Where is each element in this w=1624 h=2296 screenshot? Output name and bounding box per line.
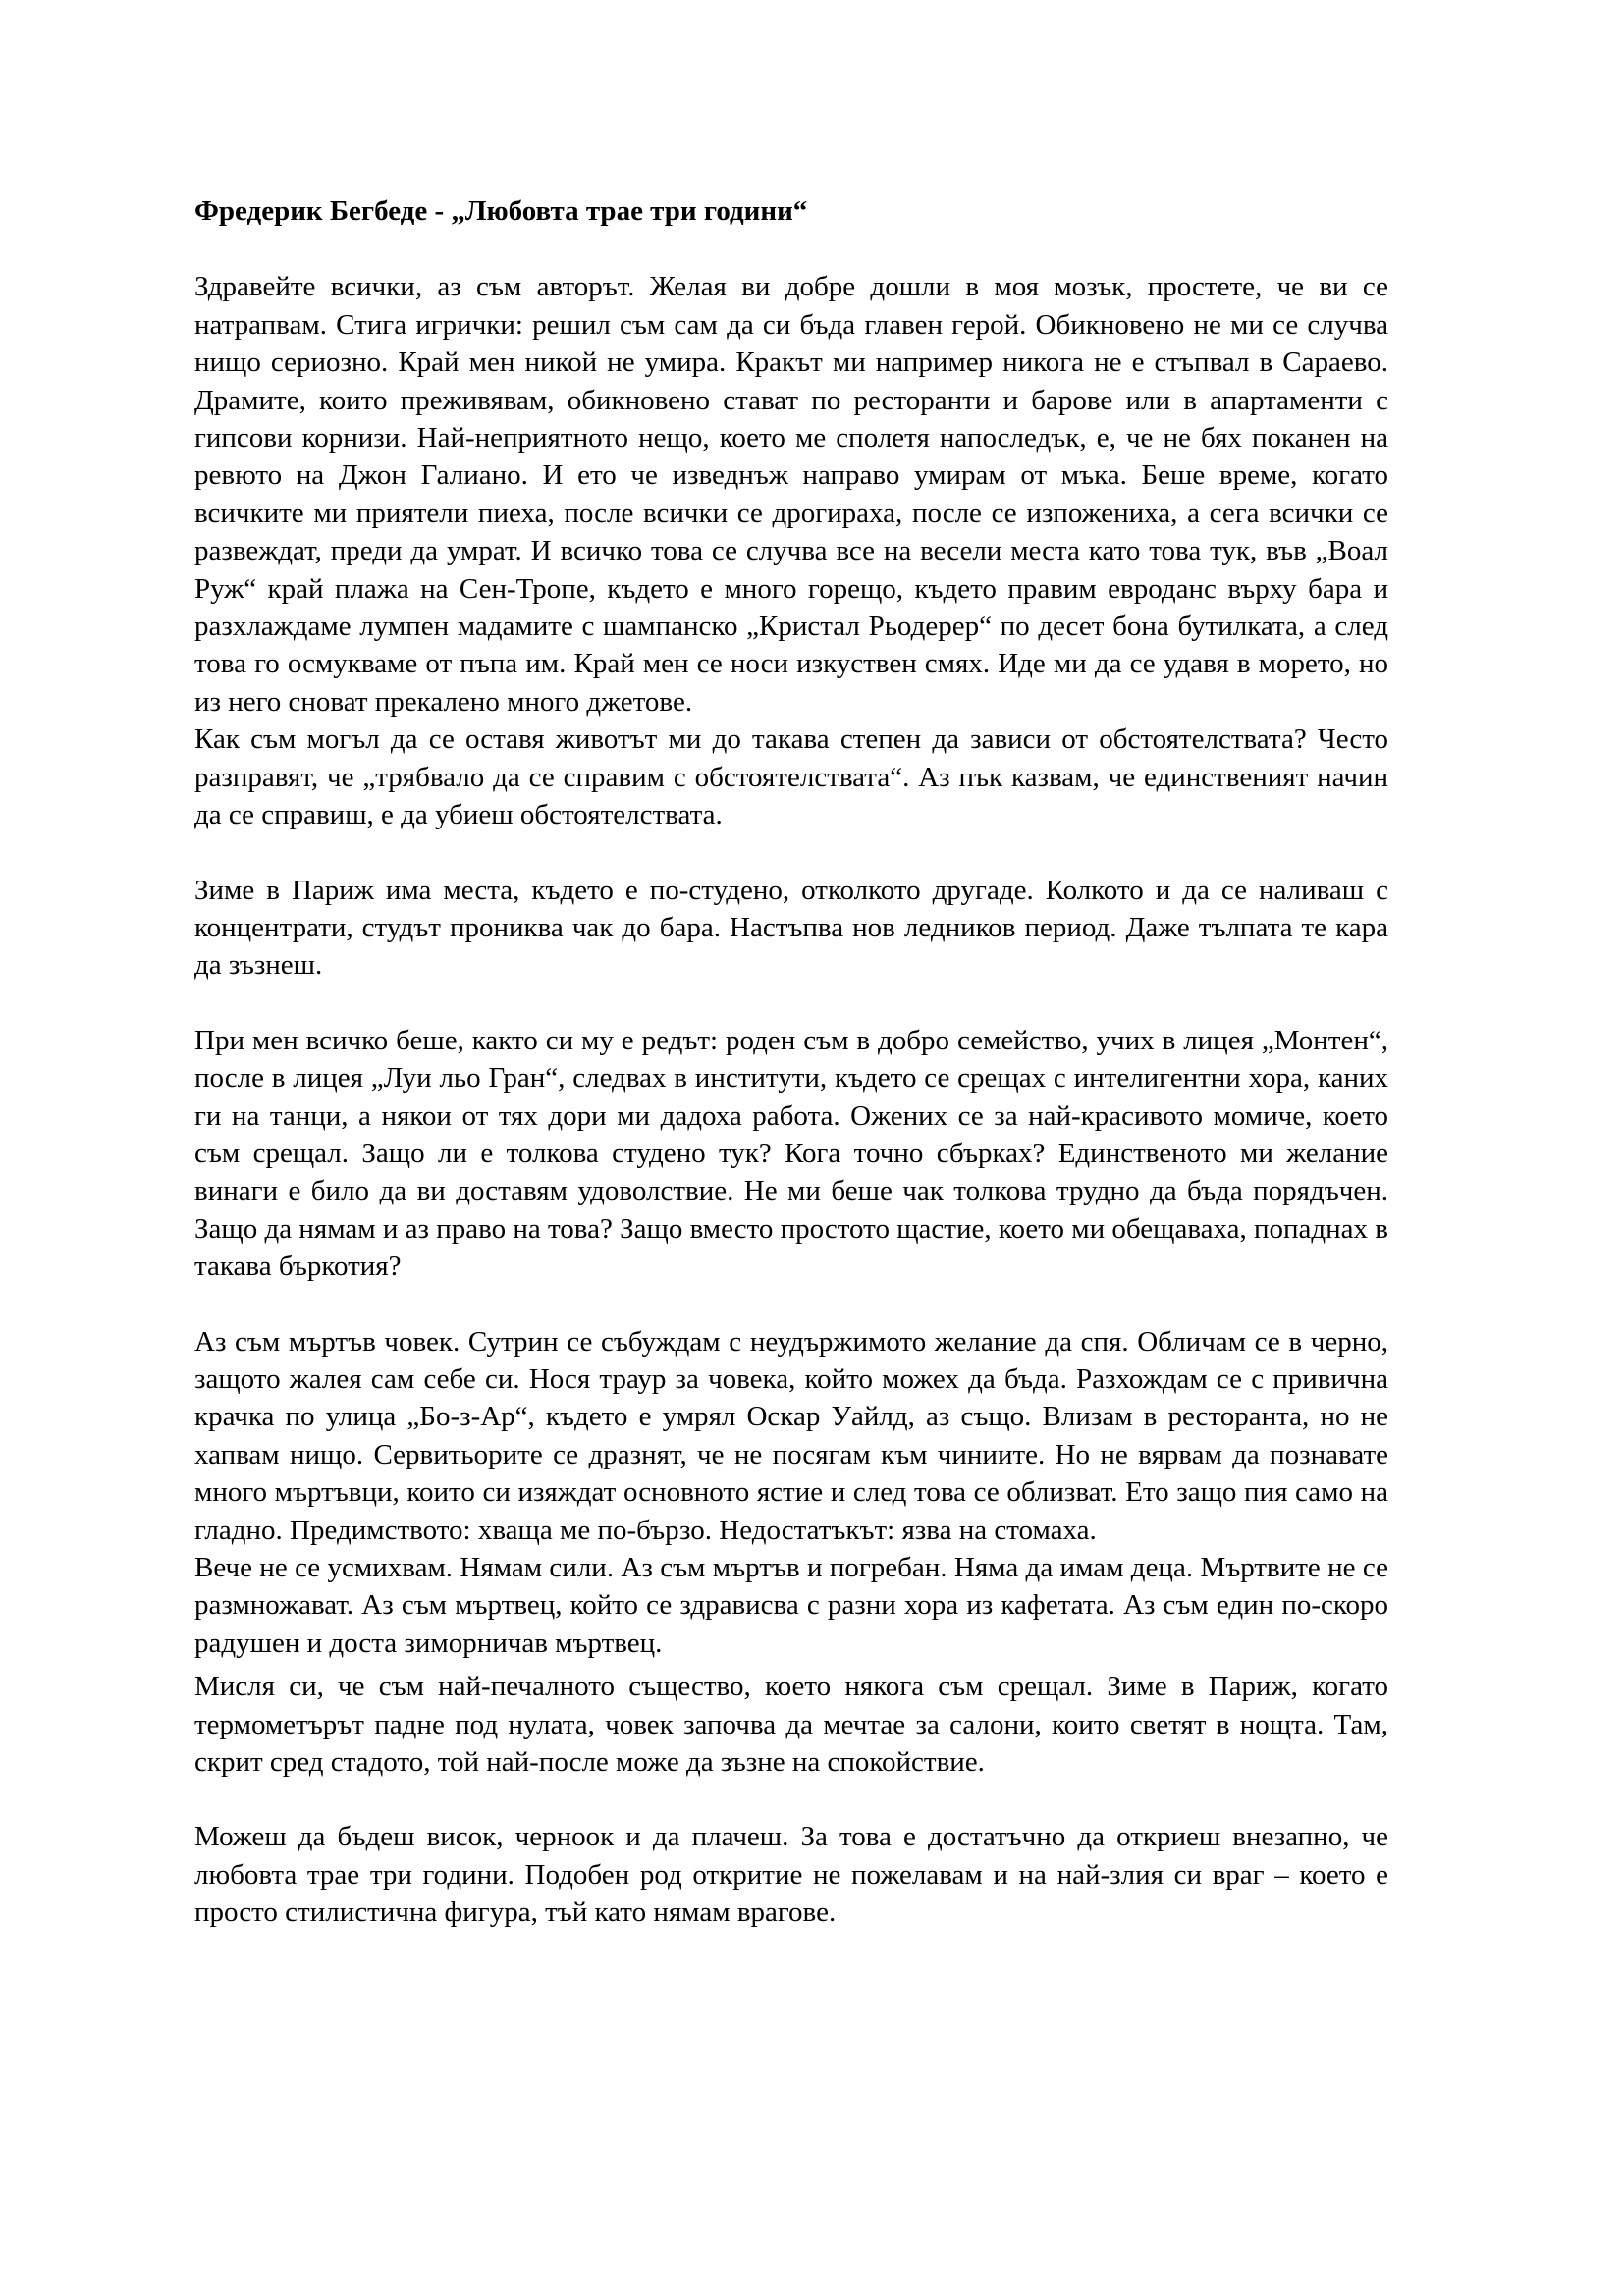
paragraph-circumstances: Как съм могъл да се оставя животът ми до такава степен да зависи от обстоятелствата? Често разправят, че „трябвало да се справим с обстоятелствата“. Аз пък казвам, че единственият начин да се справиш, е да убиеш обстоятелствата. <box>194 723 1388 831</box>
paragraph-intro: Здравейте всички, аз съм авторът. Желая ви добре дошли в моя мозък, простете, че ви се натрапвам. Стига игрички: решил съм сам да си бъда главен герой. Обикновено не ми се случва нищо сериозно. Край мен никой не умира. Кракът ми например никога не е стъпвал в Сараево. Драмите, които преживявам, обикновено стават по ресторанти и барове или в апартаменти с гипсови корнизи. Най-неприятното нещо, което ме сполетя напоследък, е, че не бях поканен на ревюто на Джон Галиано. И ето че изведнъж направо умирам от мъка. Беше време, когато всичките ми приятели пиеха, после всички се дрогираха, после се изпожениха, а сега всички се развеждат, преди да умрат. И всичко това се случва все на весели места като това тук, във „Воал Руж“ край плажа на Сен-Тропе, където е много горещо, където правим евроданс върху бара и разхлаждаме лумпен мадамите с шампанско „Кристал Рьодерер“ по десет бона бутилката, а след това го осмукваме от пъпа им. Край мен се носи изкуствен смях. Иде ми да се удавя в морето, но из него сноват прекалено много джетове. <box>194 271 1388 718</box>
paragraph-no-smile: Вече не се усмихвам. Нямам сили. Аз съм мъртъв и погребан. Няма да имам деца. Мъртвите не се размножават. Аз съм мъртвец, който се здрависва с разни хора из кафетата. Аз съм един по-скоро радушен и доста зиморничав мъртвец. <box>194 1552 1388 1659</box>
paragraph-love-three-years: Можеш да бъдеш висок, черноок и да плачеш. За това е достатъчно да откриеш внезапно, че любовта трае три години. Подобен род откритие не пожелавам и на най-злия си враг – което е просто стилистична фигура, тъй като нямам врагове. <box>194 1821 1388 1929</box>
document-title: Фредерик Бегбеде - „Любовта трае три години“ <box>194 195 808 227</box>
paragraph-saddest-being: Мисля си, че съм най-печалното същество, което някога съм срещал. Зиме в Париж, когато термометърът падне под нулата, човек започва да мечтае за салони, които светят в нощта. Там, скрит сред стадото, той най-после може да зъзне на спокойствие. <box>194 1671 1388 1779</box>
paragraph-biography: При мен всичко беше, както си му е редът: роден съм в добро семейство, учих в лицея „Монтен“, после в лицея „Луи льо Гран“, следвах в институти, където се срещах с интелигентни хора, каних ги на танци, а някои от тях дори ми дадоха работа. Ожених се за най-красивото момиче, което съм срещал. Защо ли е толкова студено тук? Кога точно сбърках? Единственото ми желание винаги е било да ви доставям удоволствие. Не ми беше чак толкова трудно да бъда порядъчен. Защо да нямам и аз право на това? Защо вместо простото щастие, което ми обещаваха, попаднах в такава бъркотия? <box>194 1024 1388 1283</box>
paragraph-paris-winter: Зиме в Париж има места, където е по-студено, отколкото другаде. Колкото и да се наливаш с концентрати, студът прониква чак до бара. Настъпва нов ледников период. Даже тълпата те кара да зъзнеш. <box>194 874 1388 982</box>
paragraph-dead-man: Аз съм мъртъв човек. Сутрин се събуждам с неудържимото желание да спя. Обличам се в черно, защото жалея сам себе си. Нося траур за човека, който можех да бъда. Разхождам се с привична крачка по улица „Бо-з-Ар“, където е умрял Оскар Уайлд, аз също. Влизам в ресторанта, но не хапвам нищо. Сервитьорите се дразнят, че не посягам към чиниите. Но не вярвам да познавате много мъртъвци, които си изяждат основното ястие и след това се облизват. Ето защо пия само на гладно. Предимството: хваща ме по-бързо. Недостатъкът: язва на стомаха. <box>194 1325 1388 1546</box>
document-page <box>194 192 1388 1932</box>
